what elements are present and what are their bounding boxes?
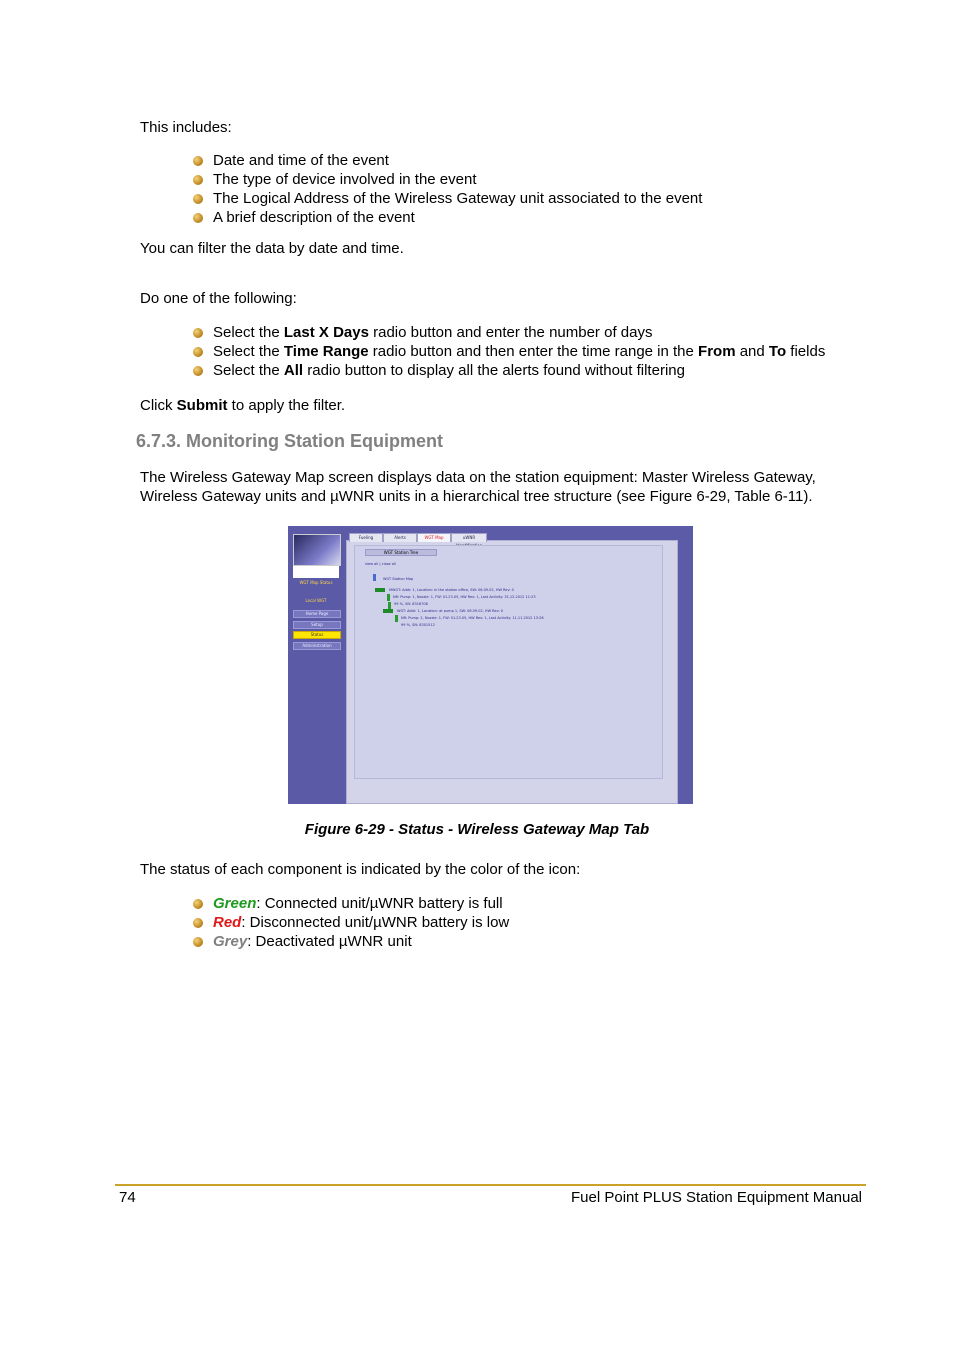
list-item: Date and time of the event (193, 151, 702, 170)
nr-node-icon (387, 594, 390, 601)
battery-icon (388, 602, 391, 609)
bullet-icon (193, 175, 203, 185)
side-button-status[interactable]: Status (293, 631, 341, 639)
tree-line-battery-2: 99 %, SN: 8301512 (401, 623, 435, 627)
bullet-icon (193, 366, 203, 376)
status-green-label: Green (213, 895, 257, 912)
tree-line-wgt: WGT: Addr: 1, Location: at pump 1, SW: 06.09.02, HW Rev: 0 (397, 609, 503, 613)
options-list (193, 323, 825, 380)
bullet-icon (193, 937, 203, 947)
bullet-icon (193, 194, 203, 204)
side-button-setup[interactable]: Setup (293, 621, 341, 629)
app-sidebar (288, 526, 344, 804)
wireless-gateway-map-screenshot (288, 526, 693, 804)
nr-node-icon (395, 615, 398, 622)
list-item: A brief description of the event (193, 208, 702, 227)
bullet-icon (193, 347, 203, 357)
list-item: Green: Connected unit/µWNR battery is full (193, 894, 509, 913)
logo-strip (293, 566, 339, 578)
station-icon (373, 574, 376, 581)
bullet-icon (193, 899, 203, 909)
status-intro: The status of each component is indicated by the color of the icon: (140, 861, 581, 878)
tree-panel (354, 545, 663, 779)
bullet-icon (193, 213, 203, 223)
tab-uwnr-identification[interactable]: uWNR (451, 533, 487, 542)
list-item: Select the Time Range radio button and then enter the time range in the From and To fields (193, 342, 825, 361)
side-button-home-page[interactable]: Home Page (293, 610, 341, 618)
list-item: Select the Last X Days radio button and enter the number of days (193, 323, 825, 342)
app-content (346, 535, 678, 804)
tree-title: WGT Station Tree (365, 549, 437, 556)
bullet-icon (193, 156, 203, 166)
section-paragraph-line-1: The Wireless Gateway Map screen displays data on the station equipment: Master Wireless Gateway, (140, 469, 816, 486)
side-label-map-status: WGT Map Status (299, 580, 333, 585)
filter-text: You can filter the data by date and time. (140, 240, 404, 257)
tree-line-mwgt: MWGT: Addr: 1, Location: in the station office, SW: 06.09.02, HW Rev: 0 (389, 588, 514, 592)
page-number: 74 (119, 1189, 136, 1206)
status-red-label: Red (213, 914, 242, 931)
figure-caption: Figure 6-29 - Status - Wireless Gateway Map Tab (304, 821, 650, 838)
list-item: Select the All radio button to display all the alerts found without filtering (193, 361, 825, 380)
tree-root: WGT Station Map (383, 577, 414, 581)
list-item: The Logical Address of the Wireless Gateway unit associated to the event (193, 189, 702, 208)
side-label-local-wgt: Local WGT (305, 598, 327, 603)
tree-toolbar[interactable]: view all | close all (365, 562, 396, 566)
tree-line-nr-1: NR: Pump: 1, Nozzle: 1, FW: 01.23.05, HW Rev: 1, Last Activity: 31.12.2012 11:23 (393, 595, 536, 599)
footer-divider (115, 1184, 866, 1186)
tree-line-battery-1: 99 %, SN: 8316706 (394, 602, 428, 606)
section-heading: 6.7.3. Monitoring Station Equipment (136, 431, 444, 451)
tree-line-nr-2: NR: Pump: 2, Nozzle: 1, FW: 01.23.05, HW Rev: 1, Last Activity: 11.11.2012 13:26 (401, 616, 544, 620)
section-paragraph-line-2: Wireless Gateway units and µWNR units in a hierarchical tree structure (see Figure 6-29, Table 6-11). (140, 488, 813, 505)
tab-fueling[interactable]: Fueling (349, 533, 383, 542)
mwgt-node-icon (375, 588, 385, 592)
status-list (193, 894, 509, 951)
side-button-administration[interactable]: Administration (293, 642, 341, 650)
list-item: Grey: Deactivated µWNR unit (193, 932, 509, 951)
bullet-icon (193, 918, 203, 928)
tab-wgt-map[interactable]: WGT Map (417, 533, 451, 542)
click-submit-text: Click Submit to apply the filter. (140, 397, 346, 414)
list-item: Red: Disconnected unit/µWNR battery is low (193, 913, 509, 932)
status-grey-label: Grey (213, 933, 248, 950)
wgt-node-icon (383, 609, 393, 613)
do-one-text: Do one of the following: (140, 290, 297, 307)
footer-title: Fuel Point PLUS Station Equipment Manual (571, 1189, 862, 1206)
list-item: The type of device involved in the event (193, 170, 702, 189)
intro-text: This includes: (140, 119, 232, 136)
tab-alerts[interactable]: Alerts (383, 533, 417, 542)
app-logo (293, 534, 341, 566)
includes-list (193, 151, 702, 227)
bullet-icon (193, 328, 203, 338)
